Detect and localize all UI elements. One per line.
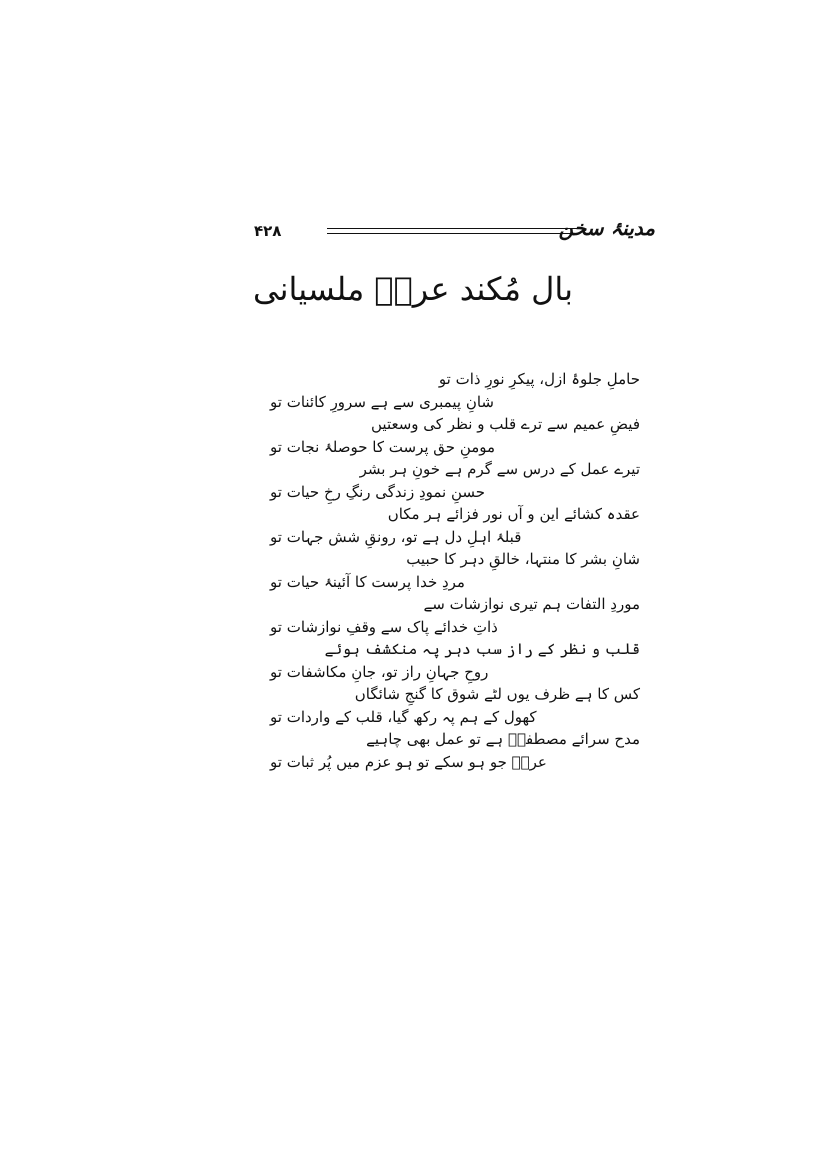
- poem-line: عرشؔ جو ہو سکے تو ہو عزم میں پُر ثبات تو: [270, 752, 547, 771]
- header-rule-thin: [327, 233, 579, 234]
- poem-line: قبلۂ اہلِ دل ہے تو، رونقِ شش جہات تو: [270, 527, 522, 546]
- poem-line: مدح سرائے مصطفیؐ ہے تو عمل بھی چاہیے: [366, 730, 640, 748]
- header-rule-thick: [327, 228, 579, 229]
- poem-line: حسنِ نمودِ زندگی رنگِ رخِ حیات تو: [270, 482, 486, 501]
- poem-line: شانِ پیمبری سے ہے سرورِ کائنات تو: [270, 392, 494, 411]
- poem-line: موردِ التفات ہم تیری نوازشات سے: [423, 595, 640, 613]
- poem-line: روحِ جہانِ راز تو، جانِ مکاشفات تو: [270, 662, 489, 681]
- poem-body: [270, 368, 640, 773]
- poem-line: کس کا ہے ظرف یوں لٹے شوق کا گنجِ شائگاں: [354, 685, 640, 703]
- poem-line: فیضِ عمیم سے ترے قلب و نظر کی وسعتیں: [371, 415, 640, 433]
- poem-line: مومنِ حق پرست کا حوصلۂ نجات تو: [270, 437, 496, 456]
- poem-line: مردِ خدا پرست کا آئینۂ حیات تو: [270, 572, 465, 591]
- poem-title: بال مُکند عرشؔ ملسیانی: [252, 270, 574, 308]
- poem-line: حاملِ جلوۂ ازل، پیکرِ نورِ ذات تو: [438, 370, 640, 388]
- poem-line: تیرے عمل کے درس سے گرم ہے خونِ ہر بشر: [359, 460, 640, 478]
- poem-line: ذاتِ خدائے پاک سے وقفِ نوازشات تو: [270, 617, 498, 636]
- book-title: مدینۂ سخن: [558, 216, 655, 240]
- page-number: ۴۲۸: [254, 222, 282, 240]
- poem-line: قلب و نظر کے راز سب دہر پہ منکشف ہوئے: [324, 640, 640, 658]
- poem-line: کھول کے ہم پہ رکھ گیا، قلب کے واردات تو: [270, 707, 537, 726]
- poem-line: عقدہ کشائے این و آں نور فزائے ہر مکاں: [387, 505, 640, 523]
- poem-line: شانِ بشر کا منتہا، خالقِ دہر کا حبیب: [406, 550, 640, 568]
- page-header: [0, 214, 826, 254]
